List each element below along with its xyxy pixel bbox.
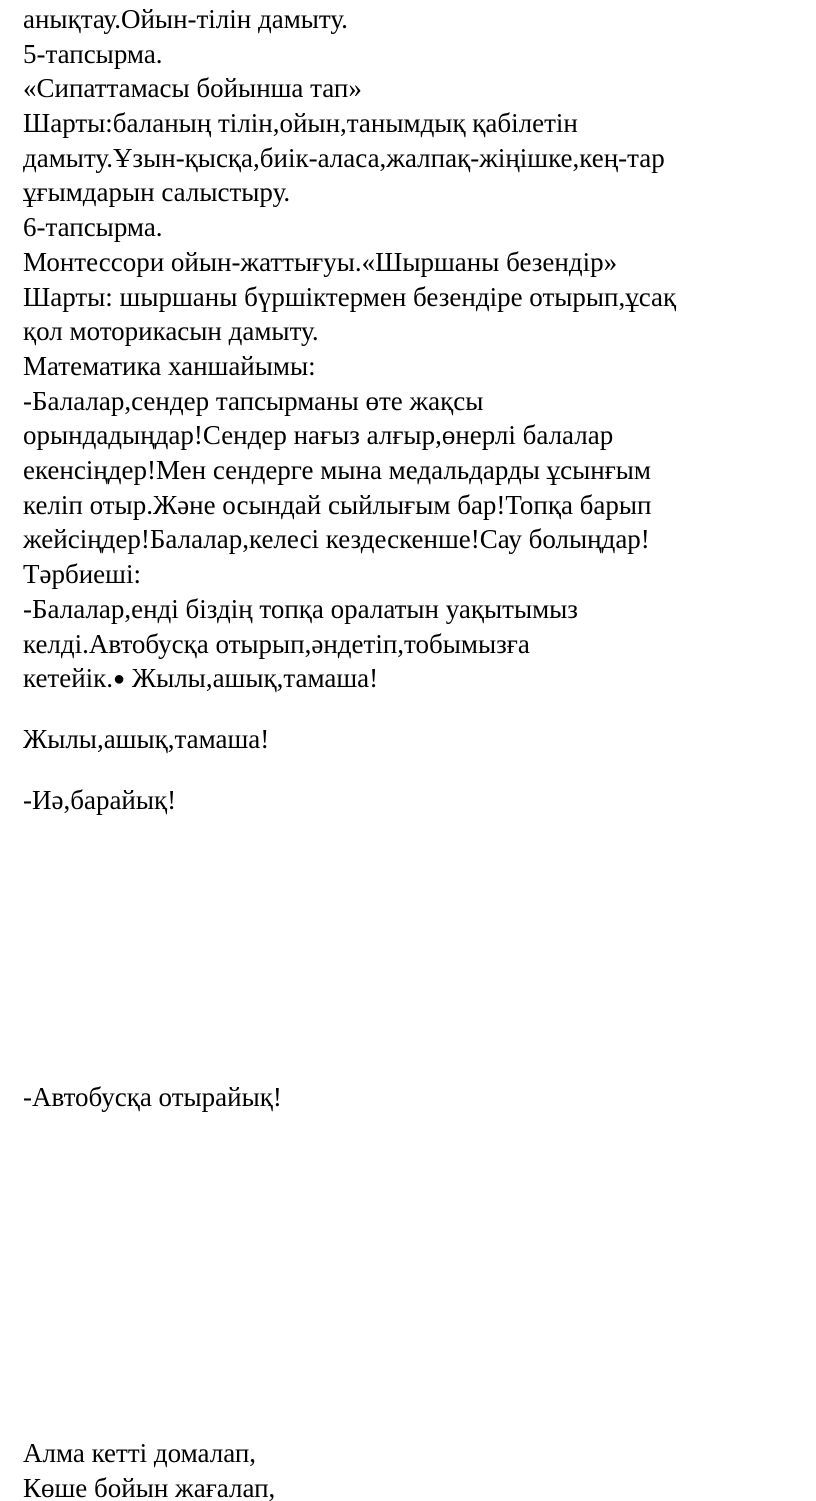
poem-line-1: Алма кетті домалап, [23,1438,257,1468]
text-line-16: жейсіңдер!Балалар,келесі кездескенше!Сау болыңдар! [23,524,650,554]
response-line-3: -Автобусқа отырайық! [23,1082,282,1112]
text-line-18: -Балалар,енді біздің топқа оралатын уақытымыз [23,594,578,624]
text-line-19: келді.Автобусқа отырып,әндетіп,тобымызға [23,629,530,659]
text-line-13: орындадыңдар!Сендер нағыз алғыр,өнерлі балалар [23,420,614,450]
text-line-2: 5-тапсырма. [23,39,163,69]
text-line-3: «Сипаттамасы бойынша тап» [23,73,362,103]
response-line-1: Жылы,ашық,тамаша! [23,724,270,754]
poem-line-2: Көше бойын жағалап, [23,1473,276,1501]
text-line-7: 6-тапсырма. [23,212,163,242]
text-line-1: анықтау.Ойын-тілін дамыту. [23,4,348,34]
line-end-text: Жылы,ашық,тамаша! [131,663,379,693]
line-start-text: кетейік. [23,663,114,693]
text-line-5: дамыту.Ұзын-қысқа,биік-аласа,жалпақ-жіңішке,кең-тар [23,143,665,173]
text-line-17: Тәрбиеші: [23,559,141,589]
text-line-4: Шарты:баланың тілін,ойын,танымдық қабілетін [23,108,578,138]
text-line-8: Монтессори ойын-жаттығуы.«Шыршаны безендір» [23,247,618,277]
text-line-14: екенсіңдер!Мен сендерге мына медальдарды ұсынғым [23,455,652,485]
bullet-icon: ● [113,668,126,690]
text-line-10: қол моторикасын дамыту. [23,316,319,346]
response-line-2: -Иә,барайық! [23,785,177,815]
text-line-6: ұғымдарын салыстыру. [23,177,291,207]
text-line-15: келіп отыр.Және осындай сыйлығым бар!Топқа барып [23,490,652,520]
text-line-9: Шарты: шыршаны бүршіктермен безендіре отырып,ұсақ [23,282,677,312]
text-line-20 [23,661,378,696]
text-line-12: -Балалар,сендер тапсырманы өте жақсы [23,386,484,416]
text-line-11: Математика ханшайымы: [23,351,316,381]
